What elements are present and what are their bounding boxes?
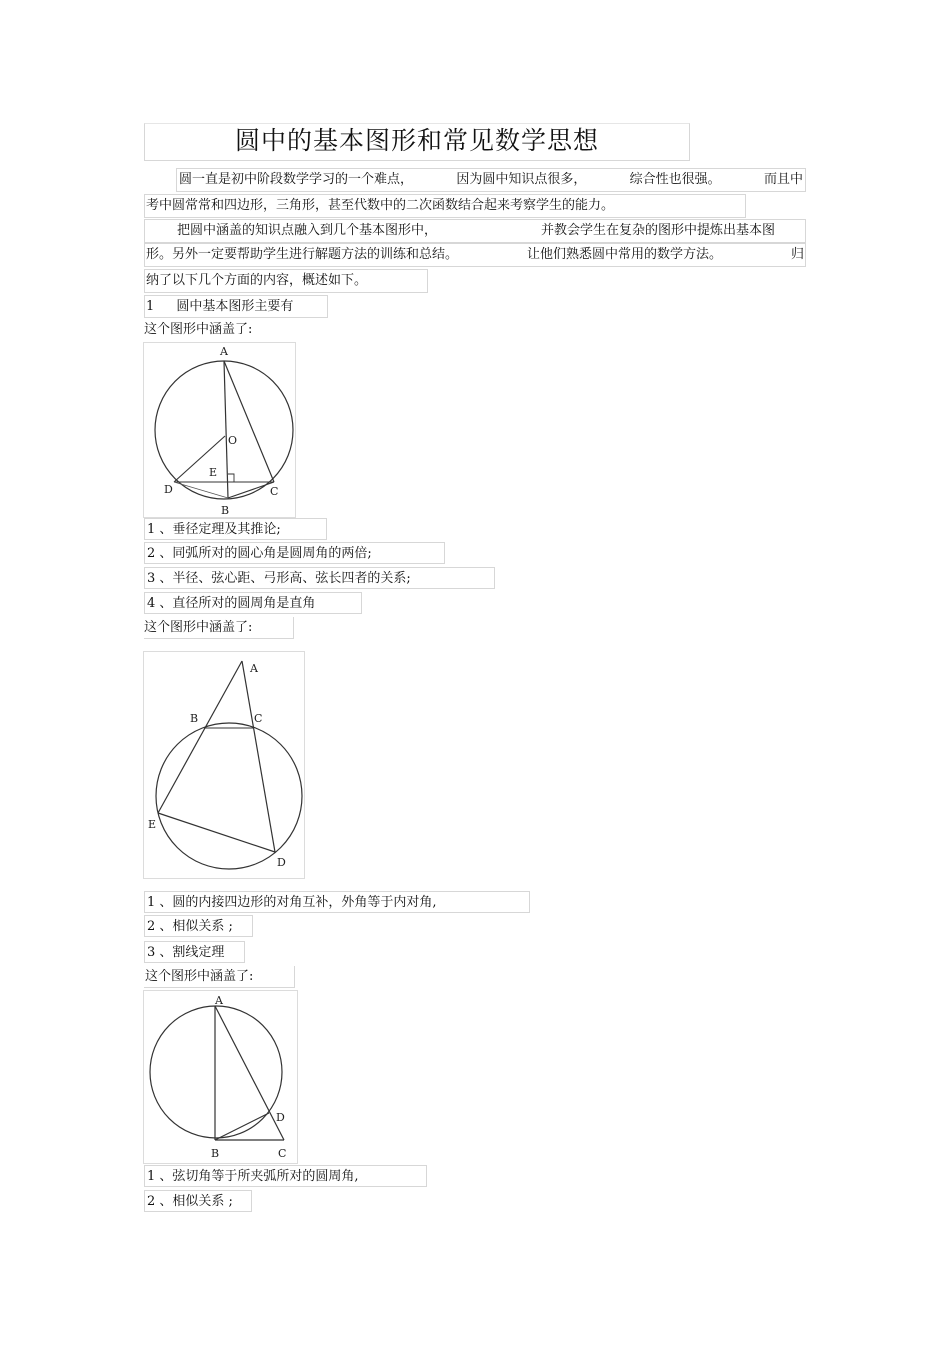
fig1-right-angle-mark: [228, 474, 234, 482]
intro-line-1-part-1: 圆一直是初中阶段数学学习的一个难点，: [179, 172, 414, 187]
fig1-label-c: C: [270, 485, 279, 498]
intro-line-4: [144, 243, 806, 267]
intro-line-4-part-2: 让他们熟悉圆中常用的数学方法。: [526, 247, 722, 262]
figure-1: [143, 342, 296, 518]
intro-line-4-part-3: 归: [790, 247, 804, 262]
intro-line-2: 考中圆常常和四边形，三角形，甚至代数中的二次函数结合起来考察学生的能力。: [144, 194, 746, 218]
intro-line-3: [144, 219, 806, 243]
section-heading: [144, 295, 328, 318]
fig1-label-d: D: [164, 483, 173, 496]
intro-line-3-part-2: 并教会学生在复杂的图形中提炼出基本图: [540, 223, 775, 238]
fig3-label-b: B: [211, 1147, 220, 1160]
fig3-label-a: A: [215, 994, 223, 1007]
fig1-label-e: E: [209, 466, 218, 479]
figure-2-caption: 这个图形中涵盖了:: [144, 617, 294, 639]
fig1-label-a: A: [220, 345, 228, 358]
fig1-chord-ac: [224, 361, 274, 482]
figure-2-diagram: [144, 652, 306, 880]
fig2-item-3: 3 、割线定理: [144, 941, 245, 963]
intro-line-5: 纳了以下几个方面的内容，概述如下。: [144, 269, 428, 293]
fig3-item-1: 1 、弦切角等于所夹弧所对的圆周角,: [144, 1165, 427, 1187]
fig2-item-1: 1 、圆的内接四边形的对角互补，外角等于内对角,: [144, 891, 530, 913]
fig1-item-3: 3 、半径、弦心距、弓形高、弦长四者的关系;: [144, 567, 495, 589]
figure-1-caption: 这个图形中涵盖了:: [144, 322, 253, 337]
fig2-item-2: 2 、相似关系 ;: [144, 915, 253, 937]
figure-3-diagram: [144, 991, 299, 1165]
fig3-secant-ac: [215, 1006, 284, 1140]
figure-2: [143, 651, 305, 879]
fig1-radius-od: [174, 436, 225, 482]
fig1-item-1: 1 、垂径定理及其推论;: [144, 518, 327, 540]
fig2-label-a: A: [250, 662, 258, 675]
intro-line-3-part-1: 把圆中涵盖的知识点融入到几个基本图形中，: [177, 223, 438, 238]
fig3-label-c: C: [278, 1147, 287, 1160]
fig2-circle: [156, 723, 302, 869]
fig2-label-e: E: [148, 818, 157, 831]
intro-line-1-part-3: 综合性也很强。: [629, 172, 721, 187]
figure-3-caption: 这个图形中涵盖了:: [144, 966, 295, 988]
fig2-secant-ae: [158, 661, 242, 813]
intro-line-4-part-1: 形。另外一定要帮助学生进行解题方法的训练和总结。: [146, 247, 459, 262]
fig1-item-2: 2 、同弧所对的圆心角是圆周角的两倍;: [144, 542, 445, 564]
fig3-label-d: D: [276, 1111, 285, 1124]
fig3-item-2: 2 、相似关系 ;: [144, 1190, 252, 1212]
fig3-circle: [150, 1006, 282, 1138]
intro-line-1: [176, 168, 806, 192]
intro-line-1-part-2: 因为圆中知识点很多，: [456, 172, 587, 187]
section-text: 圆中基本图形主要有: [176, 299, 294, 314]
fig1-label-o: O: [228, 434, 238, 447]
figure-1-diagram: [144, 343, 297, 519]
fig1-item-4: 4 、直径所对的圆周角是直角: [144, 592, 362, 614]
intro-line-1-part-4: 而且中: [763, 172, 803, 187]
fig2-label-d: D: [277, 856, 286, 869]
fig2-secant-ad: [242, 661, 275, 852]
section-number: 1: [146, 299, 155, 314]
fig2-label-b: B: [190, 712, 199, 725]
fig1-chord-bc: [228, 482, 274, 498]
fig3-chord-bd: [215, 1113, 269, 1140]
fig1-label-b: B: [221, 504, 230, 517]
page-title: 圆中的基本图形和常见数学思想: [144, 123, 690, 161]
fig1-diameter-ab: [224, 361, 228, 498]
figure-3: [143, 990, 298, 1164]
fig2-label-c: C: [254, 712, 263, 725]
